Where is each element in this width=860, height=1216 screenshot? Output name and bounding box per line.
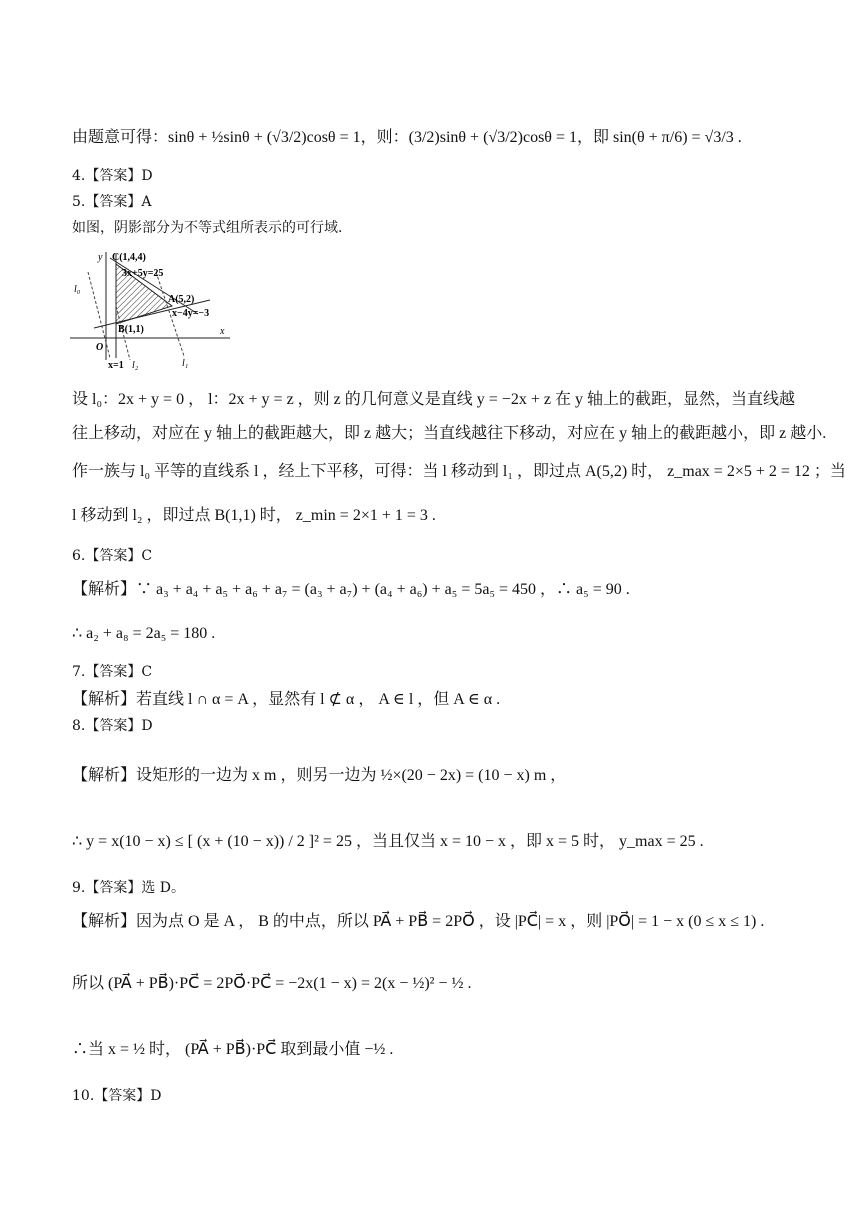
answer-10: 10.【答案】D — [72, 1088, 162, 1104]
answer-8: 8.【答案】D — [72, 718, 153, 734]
text-line-5b: 往上移动，对应在 y 轴上的截距越大，即 z 越大；当直线越往下移动，对应在 y 轴上的截距越小，即 z 越小. — [72, 425, 827, 442]
label-y: y — [98, 252, 103, 263]
answer-9: 9.【答案】选 D。 — [72, 880, 186, 896]
solution-6b: ∴ a₂ + a₈ = 2a₅ = 180 . — [72, 625, 216, 642]
label-l2: l₂ — [132, 360, 139, 371]
solution-8b: ∴ y = x(10 − x) ≤ [ (x + (10 − x)) / 2 ]² = 25 ，当且仅当 x = 10 − x ，即 x = 5 时， y_max = 25 . — [72, 833, 704, 850]
label-O: O — [96, 342, 104, 353]
solution-9a: 【解析】因为点 O 是 A ， B 的中点，所以 PA⃗ + PB⃗ = 2PO⃗ ，设 |PC⃗| = x ，则 |PO⃗| = 1 − x (0 ≤ x ≤ 1) . — [72, 913, 765, 930]
solution-6a: 【解析】∵ a₃ + a₄ + a₅ + a₆ + a₇ = (a₃ + a₇) + (a₄ + a₆) + a₅ = 5a₅ = 450 ，∴ a₅ = 90 . — [72, 581, 630, 598]
answer-5: 5.【答案】A — [72, 194, 152, 210]
text-line-5d: l 移动到 l₂ ，即过点 B(1,1) 时， z_min = 2×1 + 1 = 3 . — [72, 507, 436, 524]
text-line-1: 由题意可得：sinθ + ½sinθ + (√3/2)cosθ = 1，则：(3/2)sinθ + (√3/2)cosθ = 1，即 sin(θ + π/6) = √3/3 . — [72, 129, 742, 146]
label-B: B(1,1) — [118, 324, 144, 335]
answer-4: 4.【答案】D — [72, 168, 153, 184]
label-C: C(1,4,4) — [112, 252, 146, 263]
solution-7: 【解析】若直线 l ∩ α = A ，显然有 l ⊄ α ， A ∈ l ，但 A ∈ α . — [72, 691, 501, 708]
label-x: x — [220, 326, 225, 337]
label-eq2: x−4y=−3 — [172, 308, 210, 319]
feasible-region-figure — [70, 248, 230, 372]
text-line-figure-intro: 如图，阴影部分为不等式组所表示的可行域. — [72, 220, 343, 236]
label-l1: l₁ — [182, 358, 189, 369]
answer-7: 7.【答案】C — [72, 664, 153, 680]
solution-8a: 【解析】设矩形的一边为 x m ，则另一边为 ½×(20 − 2x) = (10 − x) m ， — [72, 767, 567, 784]
text-line-5a: 设 l₀：2x + y = 0 ， l：2x + y = z ，则 z 的几何意义是直线 y = −2x + z 在 y 轴上的截距，显然，当直线越 — [72, 391, 795, 408]
solution-9b: 所以 (PA⃗ + PB⃗)·PC⃗ = 2PO⃗·PC⃗ = −2x(1 − x) = 2(x − ½)² − ½ . — [72, 975, 472, 992]
label-x1: x=1 — [108, 360, 124, 371]
text-line-5c: 作一族与 l₀ 平等的直线系 l ，经上下平移，可得：当 l 移动到 l₁ ，即过点 A(5,2) 时， z_max = 2×5 + 2 = 12 ；当 — [72, 463, 846, 480]
label-l0: l₀ — [74, 284, 81, 295]
answer-6: 6.【答案】C — [72, 548, 153, 564]
solution-9c: ∴当 x = ½ 时， (PA⃗ + PB⃗)·PC⃗ 取到最小值 −½ . — [72, 1041, 394, 1058]
label-A: A(5,2) — [168, 294, 195, 305]
label-eq1: 3x+5y=25 — [122, 268, 164, 279]
